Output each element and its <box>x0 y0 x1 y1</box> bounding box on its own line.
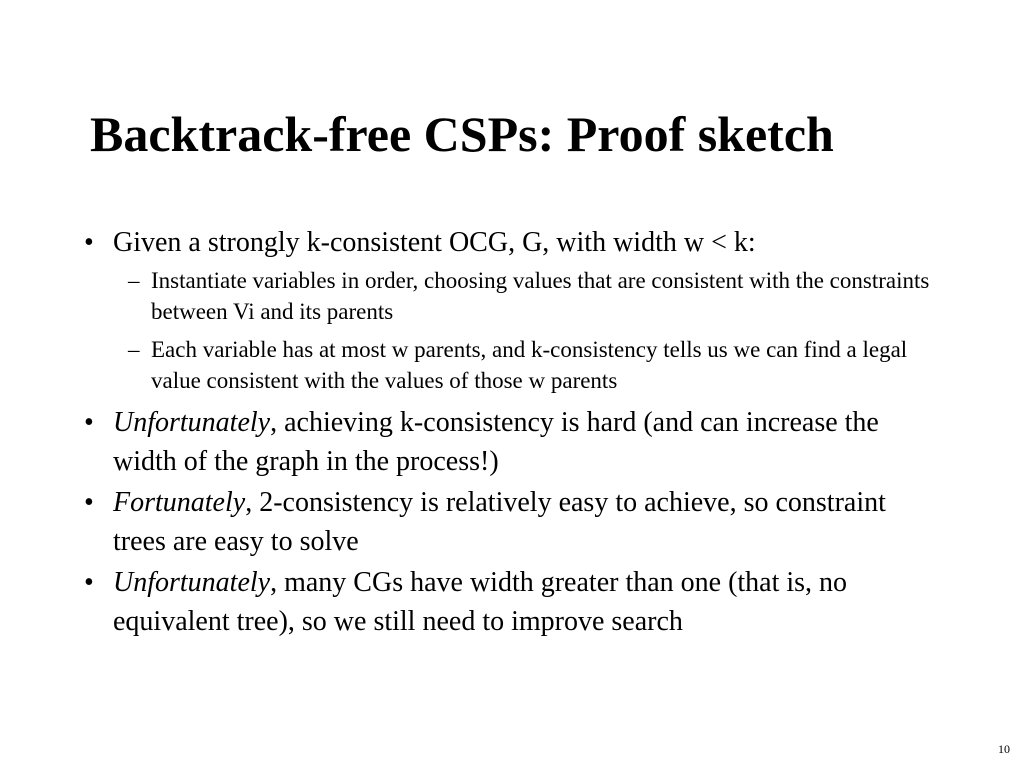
sub-bullet-list <box>84 265 944 396</box>
sub-bullet-item <box>113 334 944 396</box>
bullet-emphasis: Unfortunately <box>113 567 271 598</box>
bullet-item <box>84 223 944 262</box>
slide-body <box>84 223 944 643</box>
sub-bullet-item <box>113 265 944 327</box>
slide-number: 10 <box>998 742 1010 756</box>
sub-bullet-marker: – <box>128 268 140 293</box>
sub-bullet-marker: – <box>128 337 140 362</box>
bullet-marker: • <box>84 487 94 518</box>
bullet-text: Given a strongly k-consistent OCG, G, with width w < k: <box>113 227 756 258</box>
bullet-emphasis: Unfortunately <box>113 407 271 438</box>
bullet-item <box>84 483 944 561</box>
bullet-text: , 2-consistency is relatively easy to achieve, so constraint trees are easy to solve <box>113 487 886 557</box>
bullet-emphasis: Fortunately <box>113 487 246 518</box>
bullet-marker: • <box>84 407 94 438</box>
bullet-text: , many CGs have width greater than one (that is, no equivalent tree), so we still need to improve search <box>113 567 848 637</box>
bullet-text: , achieving k-consistency is hard (and can increase the width of the graph in the process!) <box>113 407 879 477</box>
sub-bullet-text: Each variable has at most w parents, and k-consistency tells us we can find a legal value consistent with the values of those w parents <box>151 337 908 393</box>
bullet-item <box>84 563 944 641</box>
bullet-item <box>84 403 944 481</box>
slide-title: Backtrack-free CSPs: Proof sketch <box>90 106 834 162</box>
bullet-marker: • <box>84 567 94 598</box>
sub-bullet-text: Instantiate variables in order, choosing values that are consistent with the constraints between Vi and its parents <box>151 268 930 324</box>
bullet-marker: • <box>84 227 94 258</box>
